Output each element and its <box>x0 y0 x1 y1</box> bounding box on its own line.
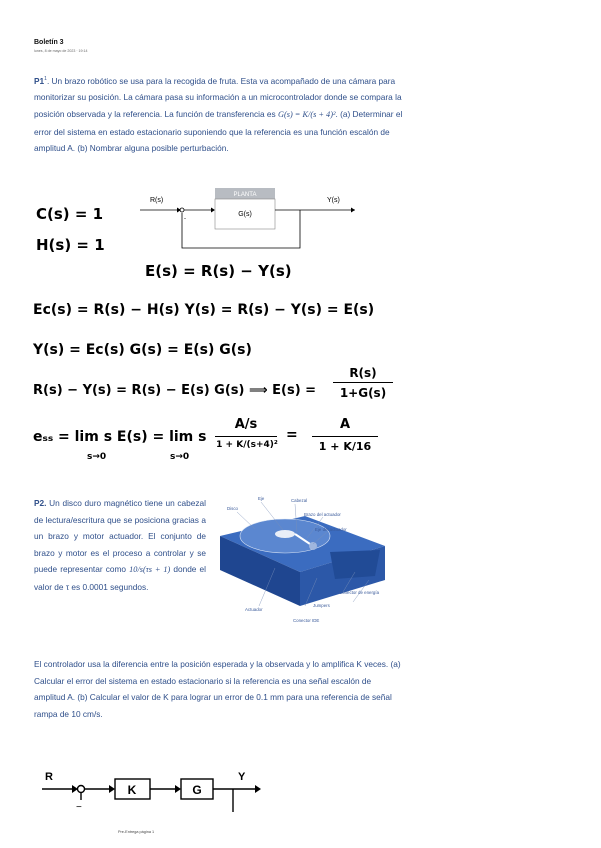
handwritten-lim-sub-1: s→0 <box>87 452 107 462</box>
handwritten-ess-den: 1 + K/(s+4)² <box>216 440 278 450</box>
handwritten-h-eq: H(s) = 1 <box>36 236 105 254</box>
diagram1-output-label: Y(s) <box>327 197 340 204</box>
label-conector-ide: Conector IDE <box>293 618 320 623</box>
fraction-bar <box>312 436 378 437</box>
problem-2-body-b: donde el valor de τ es 0.0001 segundos. <box>34 564 206 592</box>
handwritten-r-eq: R(s) − Y(s) = R(s) − E(s) G(s) ⟹ E(s) = <box>33 383 317 398</box>
label-actuador: Actuador <box>245 607 263 612</box>
problem-1-text <box>34 71 410 157</box>
problem-1-body-b: . (a) Determinar el error del sistema en estado estacionario suponiendo que la referencia es una función escalón de amplitud A. (b) Nombrar alguna posible perturbación. <box>34 108 403 154</box>
diagram2-minus: − <box>76 802 82 813</box>
process-transfer-function: 10/s(τs + 1) <box>129 565 171 575</box>
fraction-bar <box>215 436 277 437</box>
hard-disk-illustration <box>215 494 395 626</box>
handwritten-equals: = <box>286 427 298 443</box>
page-title: Boletín 3 <box>34 39 64 46</box>
page-footer: Pre-Entrega página 1 <box>118 830 155 834</box>
footnote-ref: 1 <box>44 76 47 82</box>
label-conector-energia: Conector de energía <box>339 590 380 595</box>
circuit-board <box>330 550 380 579</box>
problem-2-label: P2. <box>34 498 47 508</box>
label-disco: Disco <box>227 506 238 511</box>
handwritten-result-den: 1 + K/16 <box>318 440 372 453</box>
handwritten-c-eq: C(s) = 1 <box>36 205 104 223</box>
plant-label-2: G <box>192 783 202 797</box>
actuator-pivot <box>309 542 317 550</box>
label-eje-actuador: Eje del actuador <box>315 527 347 532</box>
handwritten-frac-num: R(s) <box>349 366 377 380</box>
handwritten-result-num: A <box>339 417 351 432</box>
summing-junction-2 <box>78 786 85 793</box>
problem-2-text <box>34 495 206 596</box>
label-jumpers: Jumpers <box>313 603 330 608</box>
gain-label: K <box>127 783 137 797</box>
transfer-function: G(s) = K/(s + 4)² <box>277 109 336 119</box>
handwritten-ess-lhs: eₛₛ = lim s E(s) = lim s <box>33 429 207 445</box>
minus-sign: - <box>184 216 186 222</box>
fraction-bar <box>333 382 393 383</box>
plant-header-label: PLANTA <box>233 192 257 198</box>
problem-1-label: P1 <box>34 75 45 86</box>
label-eje: Eje <box>258 496 265 501</box>
handwritten-ec-eq: Ec(s) = R(s) − H(s) Y(s) = R(s) − Y(s) = E(s) <box>33 302 375 318</box>
block-diagram-2 <box>30 768 270 818</box>
handwritten-e-eq: E(s) = R(s) − Y(s) <box>145 262 292 280</box>
diagram1-input-label: R(s) <box>150 197 164 204</box>
diagram2-input-label: R <box>45 771 53 783</box>
label-brazo: Brazo del actuador <box>304 512 341 517</box>
problem-2-body-a: Un disco duro magnético tiene un cabezal de lectura/escritura que se posiciona gracias a un brazo y motor actuador. El conjunto de brazo y motor es el proceso a controlar y se puede representar como <box>34 498 206 575</box>
spindle <box>275 530 295 538</box>
problem-2-controller-text: El controlador usa la diferencia entre la posición esperada y la observada y lo amplifica K veces. (a) Calcular el error del sistema en estado estacionario si la referencia es una señal escalón de amplitud A. (b) Calcular el valor de K para lograr un error de 0.1 mm para una referencia de señal rampa de 10 cm/s. <box>34 659 401 719</box>
handwritten-ess-num: A/s <box>234 417 258 432</box>
handwritten-lim-sub-2: s→0 <box>170 452 190 462</box>
block-diagram-1 <box>140 188 360 250</box>
handwritten-frac-den: 1+G(s) <box>339 386 387 400</box>
label-cabezal: Cabezal <box>291 498 308 503</box>
handwritten-y-eq: Y(s) = Ec(s) G(s) = E(s) G(s) <box>33 342 252 358</box>
problem-1-body-a: . Un brazo robótico se usa para la recogida de fruta. Esta va acompañado de una cámara para monitorizar su posición. La cámara pasa su información a un microcontrolador donde se compara la posición observada y la referencia. La función de transferencia es <box>34 75 402 119</box>
plant-label: G(s) <box>238 211 252 218</box>
diagram2-output-label: Y <box>238 771 246 783</box>
page-timestamp: lunes, 8 de mayo de 2023 · 19:14 <box>34 49 88 53</box>
